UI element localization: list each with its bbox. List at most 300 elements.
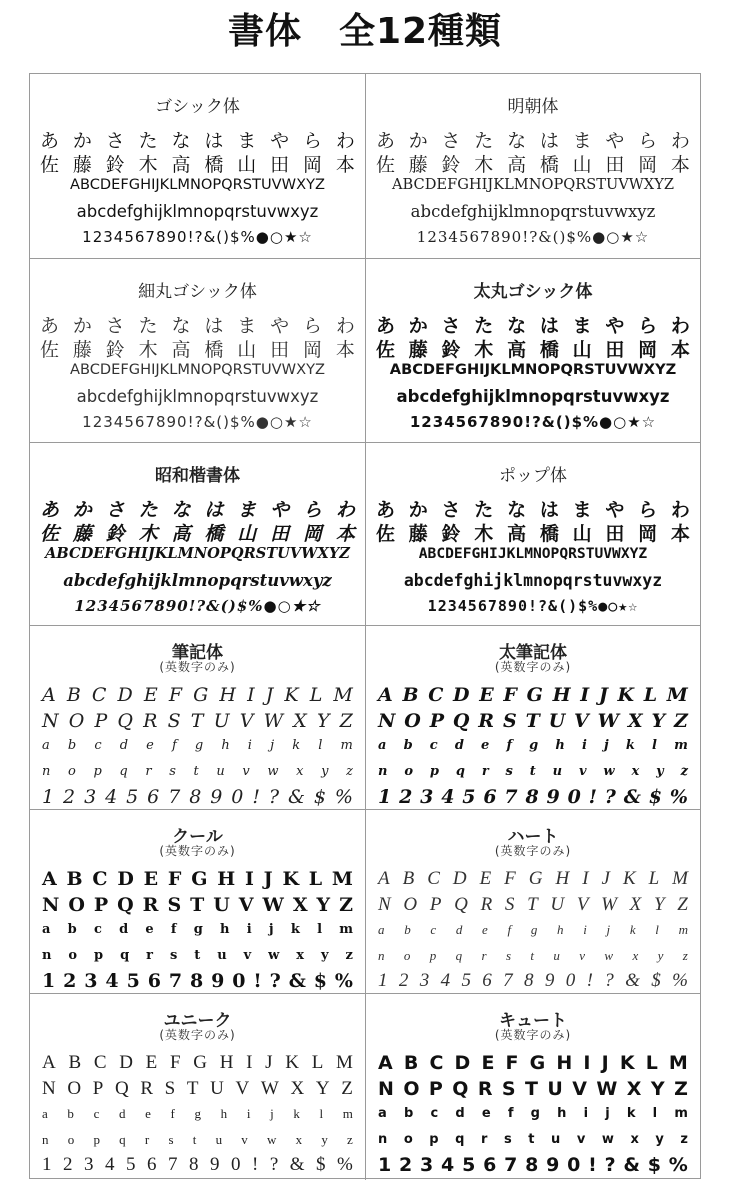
sample-glyph: p bbox=[93, 1132, 100, 1147]
sample-glyph: v bbox=[243, 948, 252, 963]
sample-glyph: j bbox=[268, 922, 274, 937]
sample-glyph: 佐 bbox=[376, 154, 396, 176]
sample-glyph: y bbox=[321, 764, 329, 779]
sample-glyph: 岡 bbox=[638, 523, 658, 545]
sample-glyph: j bbox=[604, 738, 609, 753]
sample-glyph: Z bbox=[677, 894, 688, 915]
sample-glyph: S bbox=[502, 710, 517, 732]
sample-glyph: 1 bbox=[378, 1154, 392, 1176]
sample-glyph: $ bbox=[648, 786, 662, 808]
sample-glyph: $ bbox=[313, 970, 327, 992]
sample-glyph: Q bbox=[114, 1078, 129, 1099]
sample-glyph: た bbox=[138, 499, 158, 521]
sample-glyph: K bbox=[282, 868, 299, 890]
sample-glyph: P bbox=[94, 710, 108, 732]
sample-glyph: Y bbox=[650, 1078, 665, 1100]
sample-glyph: r bbox=[145, 764, 152, 779]
sample-glyph: わ bbox=[670, 315, 690, 337]
sample-glyph: k bbox=[625, 738, 635, 753]
sample-glyph: g bbox=[530, 922, 538, 937]
sample-glyph: G bbox=[529, 1052, 546, 1074]
sample-glyph: P bbox=[429, 710, 444, 732]
sample-glyph: U bbox=[548, 710, 566, 732]
sample-line bbox=[30, 710, 365, 732]
sample-glyph: 橋 bbox=[204, 154, 224, 176]
sample-glyph: 木 bbox=[474, 523, 494, 545]
sample-glyph: u bbox=[552, 764, 563, 779]
sample-glyph: U bbox=[210, 1078, 224, 1099]
sample-glyph: な bbox=[507, 499, 527, 521]
sample-line bbox=[30, 1106, 365, 1122]
sample-glyph: D bbox=[117, 868, 134, 890]
sample-glyph: v bbox=[579, 948, 586, 963]
sample-glyph: さ bbox=[105, 315, 125, 337]
sample-glyph: な bbox=[507, 315, 527, 337]
sample-glyph: 0 bbox=[567, 1154, 581, 1176]
sample-glyph: た bbox=[474, 499, 494, 521]
sample-glyph: f bbox=[170, 1106, 175, 1121]
sample-glyph: 岡 bbox=[303, 154, 323, 176]
sample-glyph: か bbox=[408, 130, 428, 152]
sample-line bbox=[30, 1132, 365, 1148]
sample-glyph: t bbox=[530, 948, 534, 963]
font-name: 昭和楷書体 bbox=[155, 466, 240, 486]
font-sample-futo bbox=[365, 258, 700, 442]
sample-glyph: O bbox=[67, 1078, 82, 1099]
sample-glyph: 3 bbox=[420, 1154, 434, 1176]
sample-glyph: P bbox=[92, 1078, 104, 1099]
sample-glyph: X bbox=[627, 710, 643, 732]
sample-glyph: ! bbox=[252, 1154, 259, 1175]
sample-glyph: O bbox=[404, 710, 421, 732]
sample-glyph: あ bbox=[40, 130, 60, 152]
sample-glyph: v bbox=[578, 764, 587, 779]
sample-glyph: % bbox=[337, 1154, 353, 1175]
sample-glyph: e bbox=[482, 922, 488, 937]
sample-glyph: q bbox=[455, 948, 463, 963]
sample-glyph: 山 bbox=[572, 523, 592, 545]
sample-glyph: a bbox=[378, 738, 387, 753]
sample-glyph: か bbox=[72, 499, 92, 521]
sample-glyph: 橋 bbox=[204, 523, 224, 545]
sample-glyph: Z bbox=[339, 710, 353, 732]
sample-glyph: A bbox=[42, 868, 57, 890]
sample-glyph: B bbox=[402, 684, 419, 706]
sample-glyph: z bbox=[680, 1132, 688, 1147]
sample-glyph: F bbox=[505, 1052, 519, 1074]
sample-glyph: C bbox=[427, 868, 440, 889]
sample-glyph: V bbox=[572, 1078, 587, 1100]
sample-glyph: F bbox=[503, 684, 517, 706]
sample-glyph: O bbox=[403, 894, 418, 915]
sample-glyph: d bbox=[119, 922, 129, 937]
sample-glyph: B bbox=[66, 868, 83, 890]
font-sample-mincho bbox=[365, 74, 700, 258]
sample-glyph: r bbox=[144, 1132, 150, 1147]
sample-glyph: 岡 bbox=[303, 339, 323, 361]
sample-glyph: x bbox=[295, 1132, 303, 1147]
sample-glyph: ! bbox=[586, 970, 593, 991]
sample-glyph: ら bbox=[303, 130, 323, 152]
sample-glyph: u bbox=[215, 1132, 223, 1147]
sample-glyph: h bbox=[220, 1106, 228, 1121]
sample-glyph: w bbox=[267, 1132, 277, 1147]
sample-glyph: v bbox=[241, 1132, 248, 1147]
sample-line bbox=[366, 948, 700, 964]
sample-line: ABCDEFGHIJKLMNOPQRSTUVWXYZ bbox=[389, 361, 677, 378]
sample-glyph: 8 bbox=[525, 786, 539, 808]
sample-glyph: ! bbox=[588, 786, 597, 808]
sample-glyph: $ bbox=[651, 970, 661, 991]
sample-glyph: ま bbox=[572, 315, 592, 337]
sample-glyph: 岡 bbox=[303, 523, 323, 545]
sample-glyph: 山 bbox=[572, 339, 592, 361]
sample-glyph: Y bbox=[316, 710, 330, 732]
sample-glyph: 3 bbox=[84, 970, 98, 992]
sample-glyph: C bbox=[428, 684, 444, 706]
sample-glyph: z bbox=[680, 764, 688, 779]
sample-glyph: 9 bbox=[210, 786, 223, 808]
sample-glyph: j bbox=[605, 1106, 610, 1121]
sample-glyph: 鈴 bbox=[441, 154, 461, 176]
sample-glyph: や bbox=[605, 499, 625, 521]
sample-glyph: W bbox=[262, 894, 284, 916]
sample-line bbox=[366, 684, 700, 706]
sample-glyph: W bbox=[596, 1078, 618, 1100]
sample-glyph: Q bbox=[117, 894, 134, 916]
sample-glyph: Q bbox=[117, 710, 133, 732]
sample-glyph: 鈴 bbox=[105, 339, 125, 361]
sample-glyph: か bbox=[72, 315, 92, 337]
sample-glyph: 本 bbox=[335, 339, 355, 361]
sample-line bbox=[30, 519, 365, 546]
sample-glyph: や bbox=[605, 315, 625, 337]
sample-glyph: L bbox=[311, 1052, 324, 1073]
sample-glyph: 8 bbox=[525, 1154, 539, 1176]
sample-glyph: 高 bbox=[171, 339, 191, 361]
sample-glyph: m bbox=[339, 922, 353, 937]
sample-glyph: E bbox=[143, 684, 158, 706]
sample-glyph: A bbox=[42, 1052, 56, 1073]
sample-glyph: さ bbox=[441, 499, 461, 521]
sample-glyph: 5 bbox=[462, 786, 476, 808]
sample-glyph: t bbox=[193, 764, 199, 779]
sample-line bbox=[30, 868, 365, 890]
sample-glyph: t bbox=[194, 948, 201, 963]
sample-glyph: o bbox=[68, 764, 76, 779]
sample-glyph: 8 bbox=[189, 786, 202, 808]
sample-glyph: な bbox=[171, 315, 191, 337]
sample-glyph: y bbox=[656, 764, 664, 779]
sample-glyph: K bbox=[284, 684, 299, 706]
sample-line bbox=[30, 894, 365, 916]
sample-glyph: 2 bbox=[399, 1154, 413, 1176]
sample-line: abcdefghijklmnopqrstuvwxyz bbox=[76, 202, 319, 221]
sample-glyph: G bbox=[193, 1052, 207, 1073]
sample-glyph: i bbox=[246, 922, 252, 937]
sample-glyph: 9 bbox=[211, 970, 225, 992]
sample-glyph: y bbox=[321, 1132, 328, 1147]
sample-glyph: 木 bbox=[474, 339, 494, 361]
sample-glyph: E bbox=[479, 868, 492, 889]
sample-glyph: 木 bbox=[138, 154, 158, 176]
sample-glyph: 山 bbox=[237, 523, 257, 545]
sample-glyph: V bbox=[235, 1078, 250, 1099]
sample-glyph: 8 bbox=[189, 970, 204, 992]
sample-glyph: は bbox=[204, 315, 224, 337]
sample-glyph: G bbox=[193, 684, 209, 706]
sample-glyph: A bbox=[378, 684, 393, 706]
sample-glyph: P bbox=[428, 1078, 443, 1100]
sample-glyph: L bbox=[308, 868, 323, 890]
font-sample-pop bbox=[365, 442, 700, 625]
sample-glyph: か bbox=[408, 499, 428, 521]
font-name: クール bbox=[172, 827, 223, 847]
font-name: ポップ体 bbox=[499, 466, 567, 486]
sample-glyph: u bbox=[551, 1132, 561, 1147]
sample-glyph: K bbox=[622, 868, 636, 889]
sample-glyph: U bbox=[550, 894, 565, 915]
sample-line bbox=[366, 495, 700, 522]
sample-glyph: 1 bbox=[42, 970, 56, 992]
sample-glyph: o bbox=[404, 764, 413, 779]
sample-glyph: b bbox=[67, 738, 77, 753]
sample-glyph: o bbox=[67, 1132, 75, 1147]
sample-glyph: x bbox=[296, 764, 304, 779]
sample-glyph: 4 bbox=[105, 786, 118, 808]
sample-glyph: O bbox=[68, 894, 85, 916]
sample-glyph: 6 bbox=[483, 786, 497, 808]
sample-glyph: Y bbox=[316, 894, 331, 916]
sample-glyph: ? bbox=[604, 786, 616, 808]
sample-glyph: T bbox=[527, 894, 538, 915]
sample-glyph: 8 bbox=[189, 1154, 199, 1175]
sample-glyph: J bbox=[601, 868, 610, 889]
sample-glyph: z bbox=[347, 1132, 353, 1147]
sample-glyph: S bbox=[501, 1078, 516, 1100]
sample-glyph: z bbox=[682, 948, 688, 963]
sample-glyph: や bbox=[605, 130, 625, 152]
sample-glyph: z bbox=[345, 948, 353, 963]
sample-line bbox=[30, 970, 365, 992]
sample-glyph: D bbox=[117, 684, 133, 706]
sample-glyph: ら bbox=[638, 130, 658, 152]
sample-glyph: w bbox=[268, 948, 280, 963]
sample-glyph: b bbox=[403, 738, 413, 753]
sample-glyph: 木 bbox=[138, 523, 158, 545]
sample-line: 1234567890!?&()$%●○★☆ bbox=[416, 228, 650, 246]
sample-glyph: L bbox=[309, 684, 323, 706]
sample-glyph: 1 bbox=[378, 970, 388, 991]
sample-glyph: h bbox=[557, 922, 564, 937]
sample-glyph: W bbox=[597, 710, 620, 732]
sample-glyph: さ bbox=[441, 315, 461, 337]
sample-glyph: 1 bbox=[378, 786, 392, 808]
sample-glyph: f bbox=[171, 738, 177, 753]
sample-glyph: w bbox=[603, 764, 615, 779]
font-name: 細丸ゴシック体 bbox=[138, 282, 257, 302]
sample-glyph: r bbox=[481, 764, 489, 779]
sample-line: ABCDEFGHIJKLMNOPQRSTUVWXYZ bbox=[70, 176, 325, 193]
sample-glyph: ! bbox=[252, 786, 260, 808]
sample-glyph: q bbox=[119, 1132, 126, 1147]
sample-glyph: s bbox=[168, 1132, 174, 1147]
sample-glyph: c bbox=[94, 738, 102, 753]
sample-glyph: F bbox=[504, 868, 516, 889]
sample-glyph: % bbox=[672, 970, 688, 991]
sample-glyph: m bbox=[674, 738, 688, 753]
font-sample-maru bbox=[30, 258, 365, 442]
sample-glyph: 4 bbox=[441, 1154, 455, 1176]
font-name: 太丸ゴシック体 bbox=[473, 282, 593, 302]
font-note: (英数字のみ) bbox=[159, 844, 236, 858]
sample-glyph: p bbox=[429, 948, 437, 963]
sample-glyph: 佐 bbox=[40, 154, 60, 176]
sample-glyph: y bbox=[320, 948, 329, 963]
sample-line: ABCDEFGHIJKLMNOPQRSTUVWXYZ bbox=[70, 361, 325, 378]
sample-glyph: 本 bbox=[335, 154, 355, 176]
sample-glyph: p bbox=[429, 764, 439, 779]
sample-glyph: 2 bbox=[63, 1154, 73, 1175]
sample-line bbox=[30, 1052, 365, 1074]
sample-glyph: た bbox=[474, 130, 494, 152]
sample-glyph: r bbox=[481, 1132, 488, 1147]
sample-glyph: T bbox=[186, 1078, 199, 1099]
sample-glyph: Z bbox=[673, 710, 688, 732]
sample-glyph: た bbox=[138, 315, 158, 337]
sample-glyph: D bbox=[119, 1052, 133, 1073]
sample-glyph: H bbox=[219, 684, 236, 706]
sample-glyph: J bbox=[265, 684, 274, 706]
sample-glyph: ま bbox=[572, 499, 592, 521]
sample-glyph: X bbox=[293, 710, 307, 732]
sample-glyph: Y bbox=[315, 1078, 330, 1099]
sample-glyph: Q bbox=[452, 1078, 469, 1100]
sample-glyph: O bbox=[403, 1078, 420, 1100]
sample-glyph: % bbox=[334, 786, 353, 808]
sample-glyph: あ bbox=[376, 130, 396, 152]
sample-glyph: 8 bbox=[524, 970, 534, 991]
sample-glyph: 橋 bbox=[539, 154, 559, 176]
sample-glyph: 山 bbox=[237, 339, 257, 361]
sample-glyph: か bbox=[408, 315, 428, 337]
sample-glyph: 7 bbox=[168, 1154, 178, 1175]
sample-glyph: 4 bbox=[440, 970, 451, 991]
sample-glyph: S bbox=[167, 894, 182, 916]
sample-glyph: X bbox=[290, 1078, 305, 1099]
sample-glyph: 9 bbox=[546, 1154, 560, 1176]
sample-glyph: ? bbox=[604, 970, 614, 991]
sample-glyph: g bbox=[529, 738, 539, 753]
sample-glyph: N bbox=[378, 1078, 394, 1100]
sample-line bbox=[366, 738, 700, 753]
sample-glyph: H bbox=[556, 1052, 573, 1074]
sample-glyph: l bbox=[652, 738, 657, 753]
sample-glyph: な bbox=[507, 130, 527, 152]
sample-glyph: f bbox=[506, 738, 513, 753]
sample-glyph: 藤 bbox=[72, 154, 92, 176]
sample-glyph: B bbox=[402, 868, 415, 889]
sample-glyph: a bbox=[378, 922, 385, 937]
sample-glyph: a bbox=[42, 922, 51, 937]
sample-glyph: $ bbox=[313, 786, 326, 808]
sample-glyph: s bbox=[169, 764, 176, 779]
sample-glyph: ? bbox=[268, 786, 280, 808]
sample-line: 1234567890!?&()$%●○★☆ bbox=[74, 597, 321, 615]
sample-glyph: 5 bbox=[126, 970, 140, 992]
sample-glyph: ? bbox=[269, 970, 281, 992]
sample-glyph: わ bbox=[670, 130, 690, 152]
sample-glyph: & bbox=[288, 970, 306, 992]
sample-glyph: l bbox=[319, 1106, 324, 1121]
sample-glyph: や bbox=[270, 130, 290, 152]
sample-glyph: 7 bbox=[168, 786, 181, 808]
sample-glyph: 1 bbox=[42, 786, 55, 808]
sample-glyph: ? bbox=[604, 1154, 616, 1176]
sample-glyph: ? bbox=[269, 1154, 279, 1175]
font-name: 明朝体 bbox=[507, 97, 559, 117]
sample-line bbox=[30, 1078, 365, 1100]
sample-line bbox=[30, 150, 365, 177]
sample-glyph: 7 bbox=[168, 970, 183, 992]
sample-glyph: t bbox=[192, 1132, 197, 1147]
sample-glyph: n bbox=[42, 1132, 49, 1147]
sample-glyph: 高 bbox=[171, 154, 191, 176]
sample-glyph: C bbox=[91, 684, 107, 706]
sample-glyph: M bbox=[336, 1052, 353, 1073]
sample-glyph: や bbox=[270, 499, 290, 521]
sample-glyph: t bbox=[528, 1132, 535, 1147]
sample-glyph: L bbox=[645, 1052, 658, 1074]
sample-glyph: T bbox=[190, 710, 204, 732]
sample-glyph: k bbox=[626, 1106, 636, 1121]
sample-glyph: s bbox=[505, 764, 513, 779]
sample-glyph: た bbox=[474, 315, 494, 337]
sample-line bbox=[366, 1132, 700, 1147]
sample-line bbox=[30, 126, 365, 153]
sample-glyph: 田 bbox=[270, 339, 290, 361]
sample-line bbox=[366, 786, 700, 808]
sample-glyph: ま bbox=[237, 499, 257, 521]
sample-glyph: 0 bbox=[565, 970, 576, 991]
sample-glyph: & bbox=[289, 1154, 305, 1175]
sample-glyph: 6 bbox=[482, 970, 492, 991]
sample-glyph: ま bbox=[237, 130, 257, 152]
sample-line bbox=[366, 970, 700, 992]
sample-glyph: 佐 bbox=[40, 523, 60, 545]
sample-glyph: 鈴 bbox=[441, 339, 461, 361]
sample-glyph: J bbox=[265, 1052, 273, 1073]
sample-glyph: 7 bbox=[504, 1154, 518, 1176]
sample-glyph: あ bbox=[376, 499, 396, 521]
sample-glyph: x bbox=[632, 948, 639, 963]
page-title: 書体 全12種類 bbox=[227, 11, 503, 52]
sample-glyph: X bbox=[292, 894, 308, 916]
sample-line bbox=[30, 1154, 365, 1176]
sample-glyph: 本 bbox=[670, 523, 690, 545]
sample-glyph: d bbox=[455, 1106, 465, 1121]
sample-glyph: j bbox=[270, 1106, 274, 1121]
font-sample-kaisho bbox=[30, 442, 365, 625]
sample-glyph: G bbox=[528, 868, 543, 889]
sample-glyph: 岡 bbox=[638, 339, 658, 361]
sample-glyph: 鈴 bbox=[105, 154, 125, 176]
sample-glyph: た bbox=[138, 130, 158, 152]
font-sample-gothic bbox=[30, 74, 365, 258]
sample-glyph: c bbox=[93, 922, 102, 937]
sample-glyph: s bbox=[169, 948, 178, 963]
sample-glyph: F bbox=[169, 1052, 181, 1073]
